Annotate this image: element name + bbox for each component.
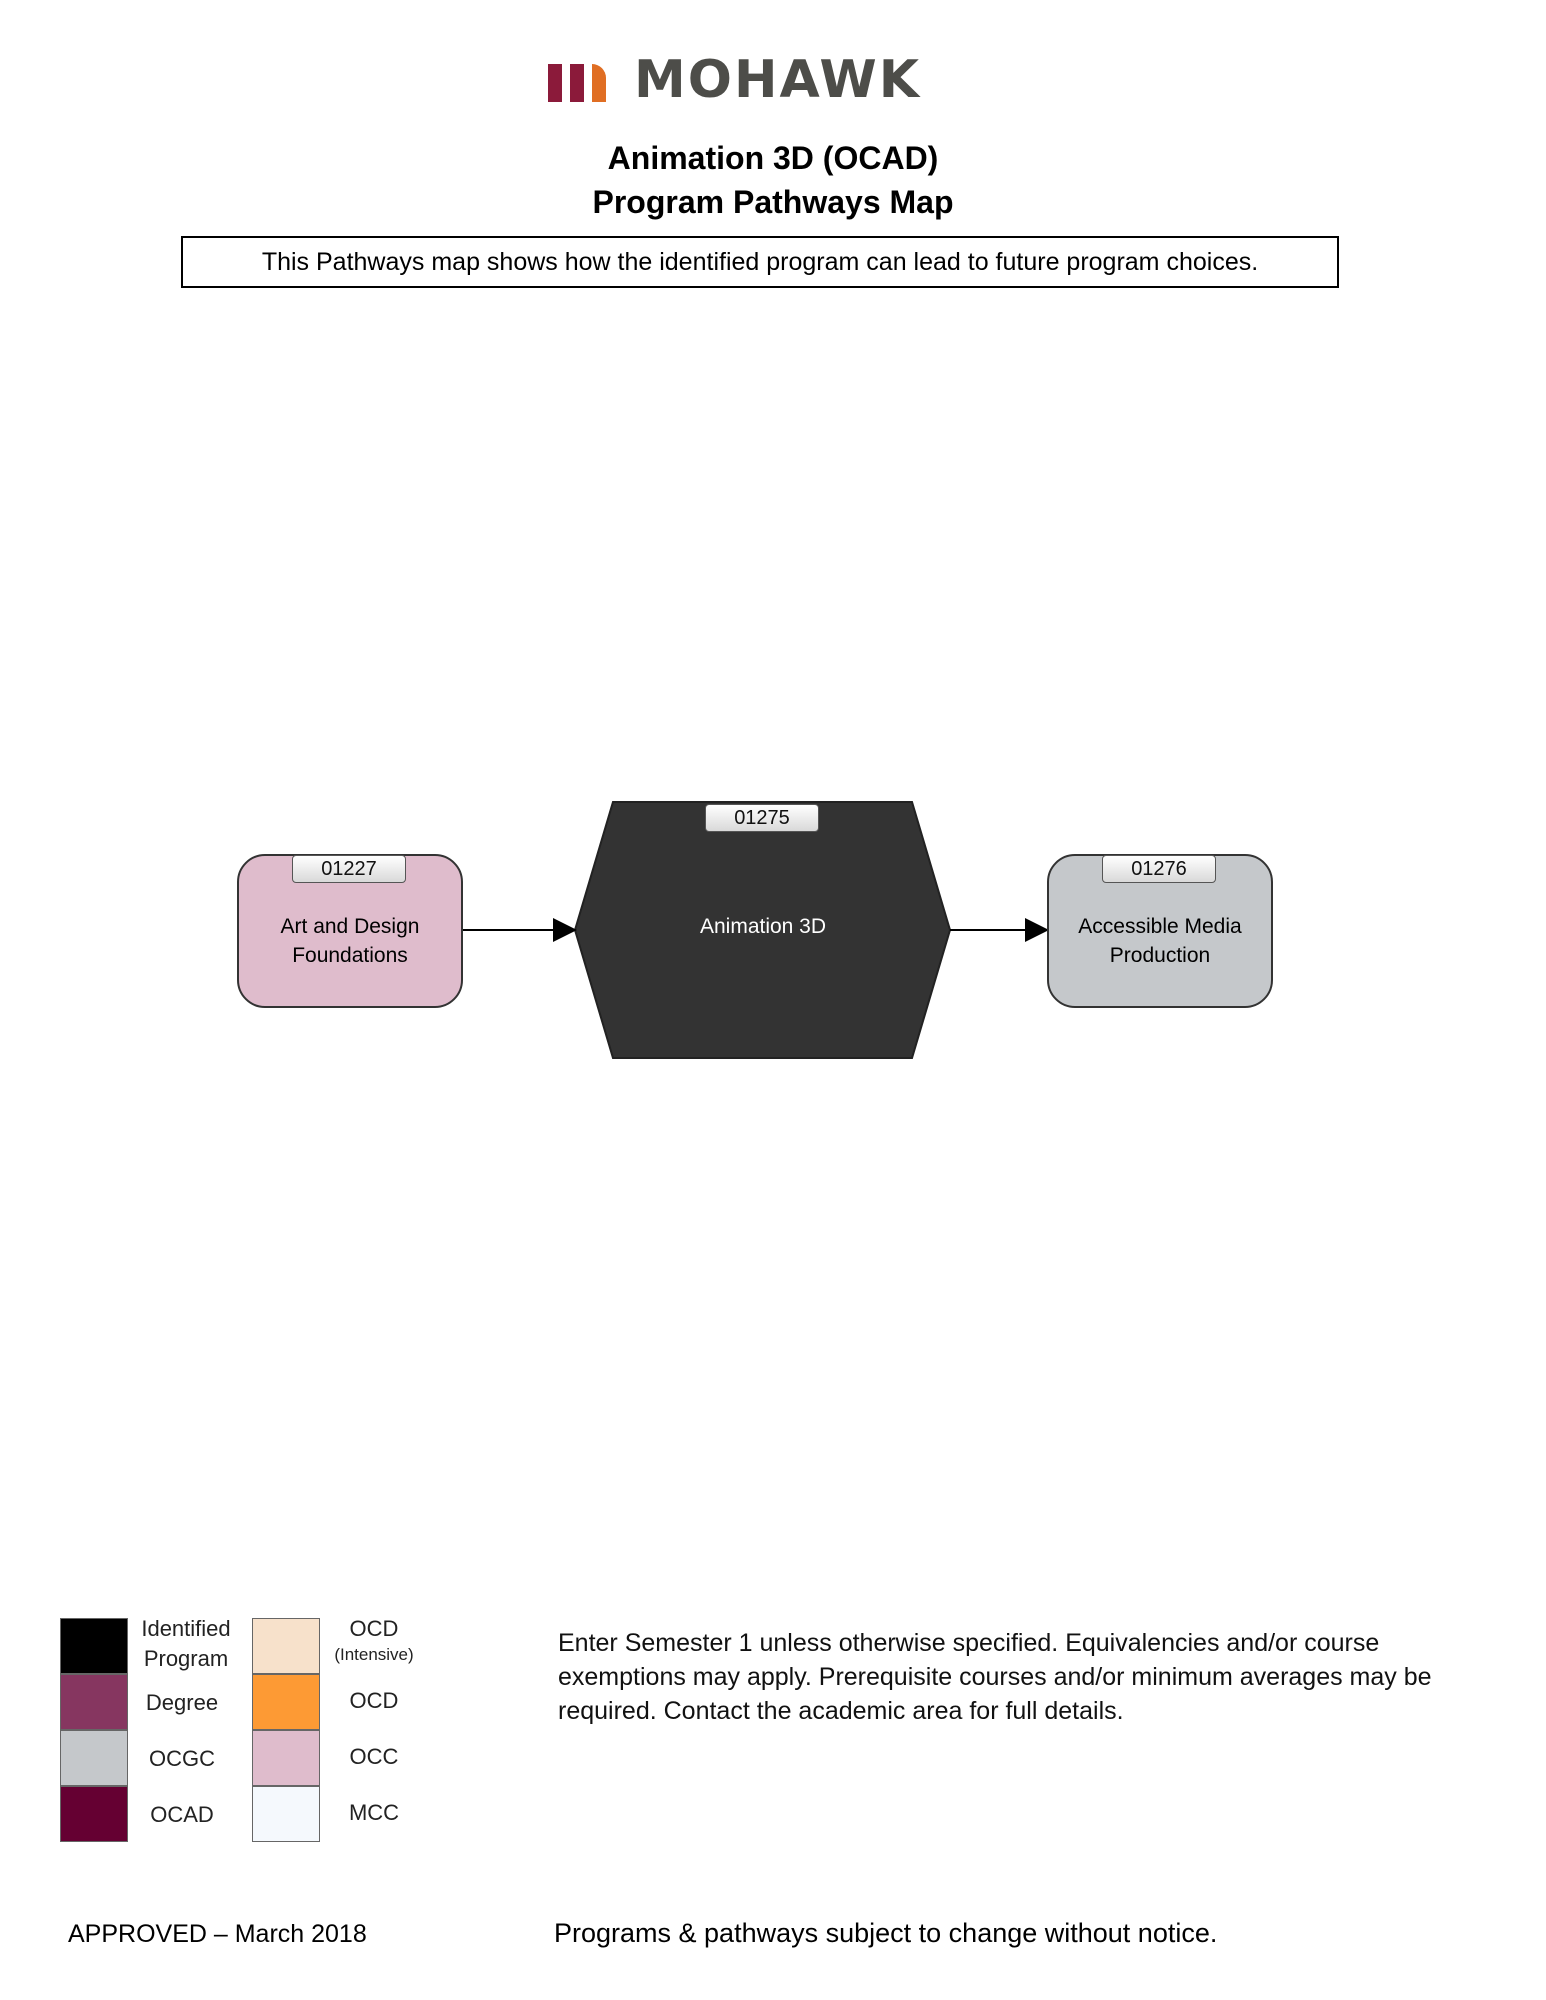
identified-program-label: Animation 3D bbox=[699, 915, 827, 938]
legend-label-ocgc: OCGC bbox=[149, 1746, 215, 1771]
node-label-line2: Foundations bbox=[292, 944, 408, 967]
legend-label-text: Identified bbox=[141, 1616, 231, 1641]
legend-label-occ: OCC bbox=[349, 1744, 399, 1769]
legend-swatch-ocgc bbox=[60, 1730, 128, 1786]
legend-label-text: Program bbox=[143, 1646, 229, 1671]
node-label-line1: Accessible Media bbox=[1078, 915, 1242, 938]
legend-label-degree: Degree bbox=[145, 1690, 219, 1715]
legend-swatch-ocad bbox=[60, 1786, 128, 1842]
logo-bar-icon bbox=[570, 64, 584, 102]
mohawk-logo bbox=[548, 50, 998, 110]
node-code-tab: 01275 bbox=[705, 804, 819, 832]
legend-swatch-ocd bbox=[252, 1674, 320, 1730]
legend-swatch-degree bbox=[60, 1674, 128, 1730]
change-notice: Programs & pathways subject to change without notice. bbox=[554, 1918, 1218, 1948]
node-code-tab: 01227 bbox=[292, 855, 406, 883]
logo-bar-icon bbox=[548, 64, 562, 102]
node-label-line1: Art and Design bbox=[280, 915, 420, 938]
page-title: Animation 3D (OCAD) bbox=[607, 140, 939, 176]
intro-box bbox=[181, 236, 1339, 288]
approval-date: APPROVED – March 2018 bbox=[68, 1920, 367, 1948]
legend-label-ocd: OCD bbox=[349, 1688, 399, 1713]
node-code-tab: 01276 bbox=[1102, 855, 1216, 883]
logo-bar-icon bbox=[592, 64, 606, 102]
legend-swatch-ocd-intensive bbox=[252, 1618, 320, 1674]
pathway-note: Enter Semester 1 unless otherwise specified. Equivalencies and/or course exemptions may apply. Prerequisite courses and/or minimum averages may be required. Contact the academic area for full details. bbox=[558, 1629, 1432, 1725]
logo-text: MOHAWK bbox=[634, 50, 922, 110]
legend-sublabel: (Intensive) bbox=[334, 1645, 414, 1664]
legend-label-identified bbox=[130, 1614, 242, 1674]
legend-swatch-occ bbox=[252, 1730, 320, 1786]
legend-label-mcc: MCC bbox=[348, 1800, 400, 1825]
intro-text: This Pathways map shows how the identified program can lead to future program choices. bbox=[261, 247, 1259, 276]
node-label-line2: Production bbox=[1109, 944, 1211, 967]
page-subtitle: Program Pathways Map bbox=[592, 184, 954, 220]
legend-label-ocad: OCAD bbox=[150, 1802, 214, 1827]
pathway-diagram bbox=[0, 780, 1546, 1080]
legend bbox=[0, 1610, 560, 1850]
legend-label-text: OCD bbox=[349, 1616, 399, 1641]
legend-swatch-identified bbox=[60, 1618, 128, 1674]
legend-swatch-mcc bbox=[252, 1786, 320, 1842]
legend-label-ocd-intensive bbox=[326, 1614, 422, 1666]
